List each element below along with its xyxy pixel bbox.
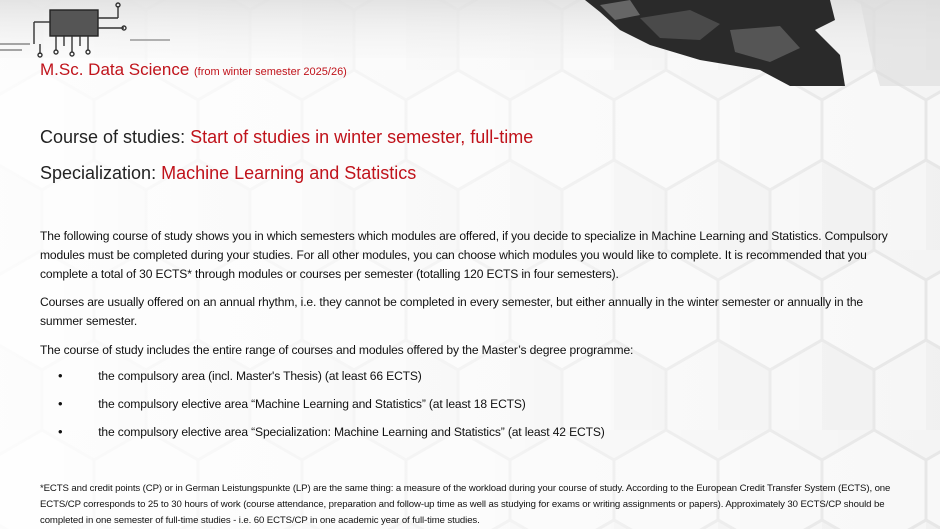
course-value: Start of studies in winter semester, full-time [190, 127, 534, 147]
bullet-icon: • [58, 424, 63, 439]
program-title [40, 60, 347, 80]
specialization-value: Machine Learning and Statistics [161, 163, 417, 183]
list-item [58, 396, 526, 411]
range-paragraph: The course of study includes the entire range of courses and modules offered by the Master’s degree programme: [40, 343, 634, 357]
bullet-icon: • [58, 396, 63, 411]
list-item-text: the compulsory area (incl. Master's Thesis) (at least 66 ECTS) [98, 369, 422, 383]
ects-footnote: *ECTS and credit points (CP) or in German Leistungspunkte (LP) are the same thing: a measure of the workload during your course of study. According to the European Credit Transfer System (ECTS), one ECTS/CP corresponds to 25 to 30 hours of work (course attendance, preparation and follow-up time as well as studying for exams or writing assignments or papers). Approximately 30 ECTS/CP should be completed in one semester of full-time studies - i.e. 60 ECTS/CP in one academic year of full-time studies. [40, 483, 891, 526]
program-name: M.Sc. Data Science [40, 60, 190, 79]
annual-rhythm-paragraph: Courses are usually offered on an annual rhythm, i.e. they cannot be completed in every semester, but either annually in the winter semester or annually in the summer semester. [40, 295, 863, 328]
intro-paragraph: The following course of study shows you in which semesters which modules are offered, if you decide to specialize in Machine Learning and Statistics. Compulsory modules must be completed during your studies. For all other modules, you can choose which modules you would like to complete. It is recommended that you complete a total of 30 ECTS* through modules or courses per semester (totalling 120 ECTS in four semesters). [40, 229, 888, 281]
list-item [58, 424, 605, 439]
bullet-icon: • [58, 368, 63, 383]
list-item [58, 368, 422, 383]
program-note: (from winter semester 2025/26) [194, 66, 347, 78]
specialization-label: Specialization: [40, 163, 157, 183]
course-label: Course of studies: [40, 127, 186, 147]
specialization-heading [40, 163, 416, 184]
course-of-studies-heading [40, 127, 533, 148]
list-item-text: the compulsory elective area “Machine Learning and Statistics” (at least 18 ECTS) [98, 397, 526, 411]
list-item-text: the compulsory elective area “Specialization: Machine Learning and Statistics” (at least 42 ECTS) [98, 425, 605, 439]
